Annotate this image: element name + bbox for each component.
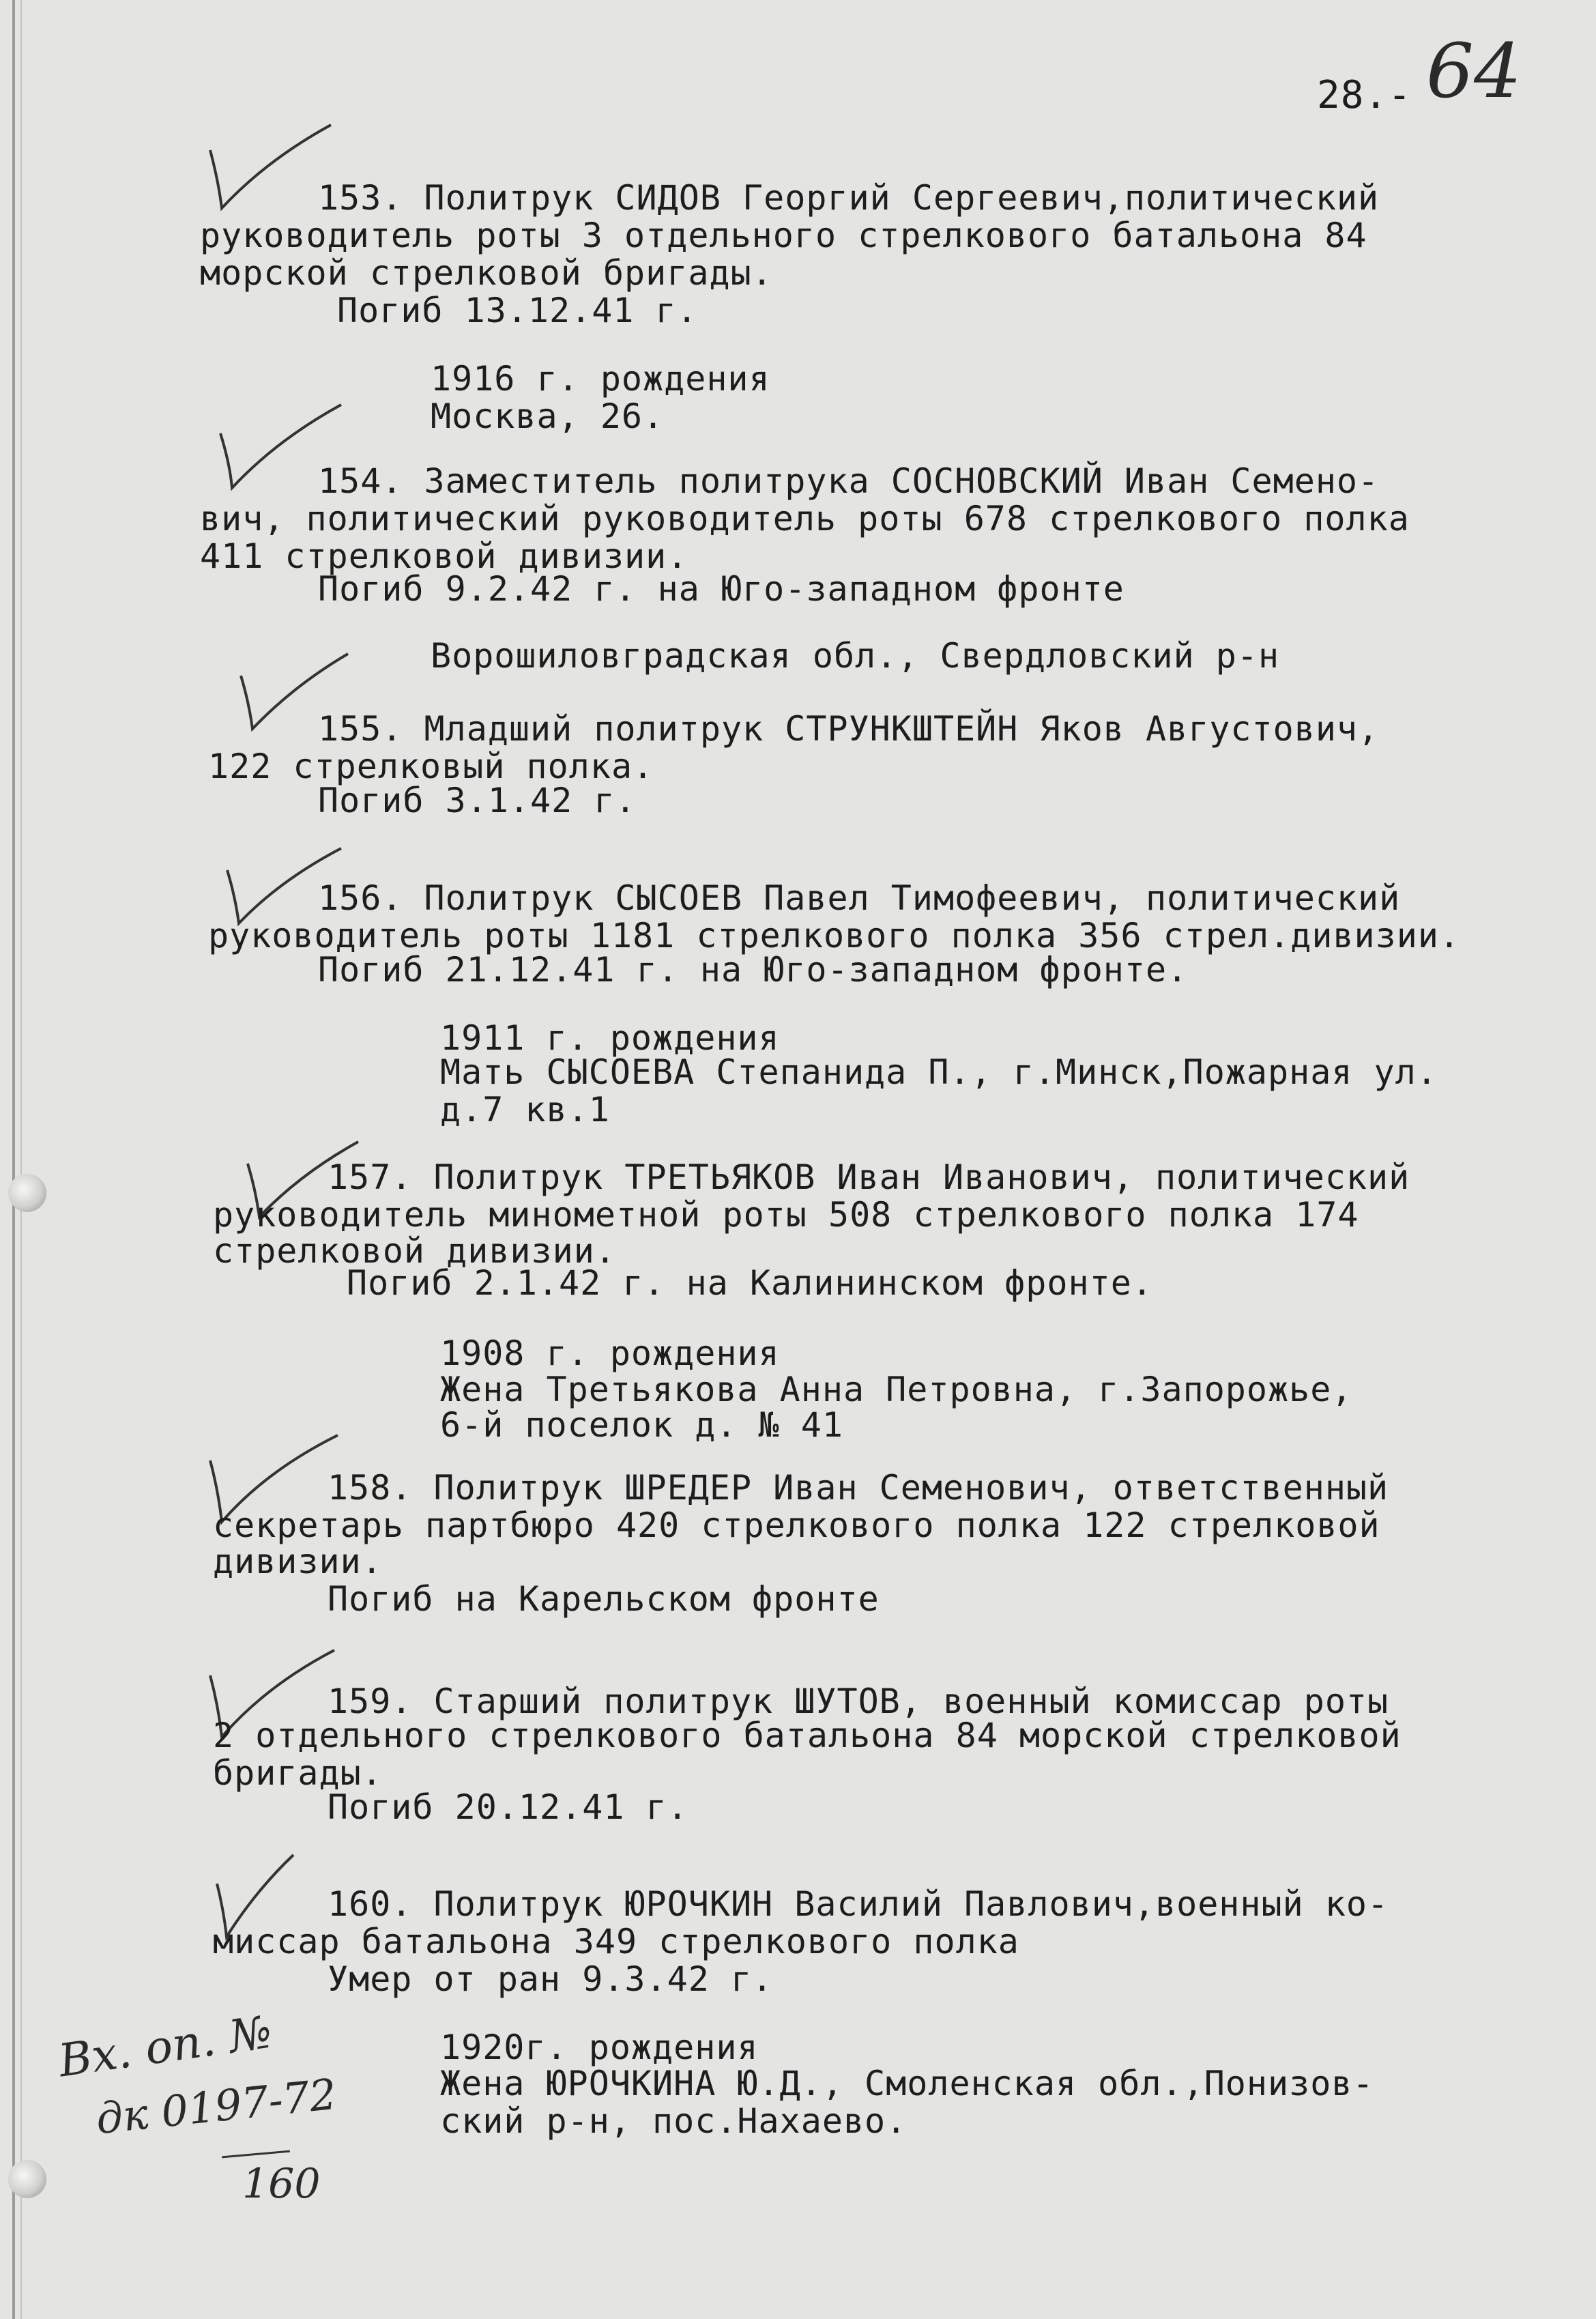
entry-160-line-2: миссар батальона 349 стрелкового полка [213,1922,1019,1961]
entry-154-line-3: 411 стрелковой дивизии. [200,536,688,576]
entry-158-line-2: секретарь партбюро 420 стрелкового полка 122 стрелковой [213,1506,1380,1545]
entry-157-death: Погиб 2.1.42 г. на Калининском фронте. [347,1263,1153,1303]
entry-153-address: Москва, 26. [431,397,665,436]
handwritten-underline [222,2150,290,2159]
entry-157-line-3: стрелковой дивизии. [213,1231,616,1271]
entry-153-death: Погиб 13.12.41 г. [337,291,698,330]
check-mark-icon [205,119,334,218]
entry-153-line-2: руководитель роты 3 отдельного стрелкового батальона 84 [200,216,1367,255]
entry-156-relative: Мать СЫСОЕВА Степанида П., г.Минск,Пожарная ул. [440,1052,1438,1092]
entry-154-line-2: вич, политический руководитель роты 678 стрелкового полка [200,499,1410,538]
entry-154-death: Погиб 9.2.42 г. на Юго-западном фронте [318,569,1125,609]
entry-157-line-1: 157. Политрук ТРЕТЬЯКОВ Иван Иванович, политический [328,1157,1410,1197]
entry-158-line-3: дивизии. [213,1542,383,1581]
entry-156-line-2: руководитель роты 1181 стрелкового полка 356 стрел.дивизии. [208,916,1461,955]
entry-160-line-1: 160. Политрук ЮРОЧКИН Василий Павлович,военный ко- [328,1884,1389,1924]
entry-156-line-1: 156. Политрук СЫСОЕВ Павел Тимофеевич, политический [318,878,1401,918]
entry-160-address: ский р-н, пос.Нахаево. [440,2101,908,2141]
handwritten-note-line-1: Вх. оп. № [55,2005,276,2088]
entry-159-line-2: 2 отдельного стрелкового батальона 84 морской стрелковой [213,1716,1402,1755]
entry-156-address: д.7 кв.1 [440,1090,610,1129]
entry-157-relative: Жена Третьякова Анна Петровна, г.Запорожье, [440,1370,1353,1409]
entry-153-line-1: 153. Политрук СИДОВ Георгий Сергеевич,политический [318,178,1380,218]
entry-158-death: Погиб на Карельском фронте [328,1579,880,1619]
entry-159-line-3: бригады. [213,1753,383,1793]
entry-160-birth: 1920г. рождения [440,2028,759,2067]
entry-155-line-2: 122 стрелковый полка. [208,747,654,786]
entry-157-birth: 1908 г. рождения [440,1334,780,1373]
binder-hole [8,1174,46,1212]
handwritten-note-line-2: дк 0197-72 [93,2069,339,2144]
entry-155-death: Погиб 3.1.42 г. [318,781,637,820]
entry-156-birth: 1911 г. рождения [440,1018,780,1058]
entry-159-death: Погиб 20.12.41 г. [328,1787,688,1827]
page-number: 28.- [1317,73,1412,117]
binder-hole [8,2160,46,2198]
archive-page-number: 64 [1426,27,1522,115]
entry-156-death: Погиб 21.12.41 г. на Юго-западном фронте. [318,950,1189,990]
entry-153-line-3: морской стрелковой бригады. [200,253,773,293]
entry-155-line-1: 155. Младший политрук СТРУНКШТЕЙН Яков Августович, [318,709,1380,749]
page-edge [12,0,15,2319]
entry-153-birth: 1916 г. рождения [431,359,770,399]
entry-160-death: Умер от ран 9.3.42 г. [328,1959,774,1999]
handwritten-note-line-3: 160 [242,2160,321,2208]
entry-154-address: Ворошиловградская обл., Свердловский р-н [431,636,1280,676]
entry-159-line-1: 159. Старший политрук ШУТОВ, военный комиссар роты [328,1682,1389,1721]
entry-158-line-1: 158. Политрук ШРЕДЕР Иван Семенович, ответственный [328,1468,1389,1508]
entry-157-address: 6-й поселок д. № 41 [440,1405,843,1445]
entry-154-line-1: 154. Заместитель политрука СОСНОВСКИЙ Иван Семено- [318,461,1380,501]
entry-160-relative: Жена ЮРОЧКИНА Ю.Д., Смоленская обл.,Понизов- [440,2064,1374,2103]
entry-157-line-2: руководитель минометной роты 508 стрелкового полка 174 [213,1195,1359,1235]
page-edge-shadow [20,0,22,2319]
